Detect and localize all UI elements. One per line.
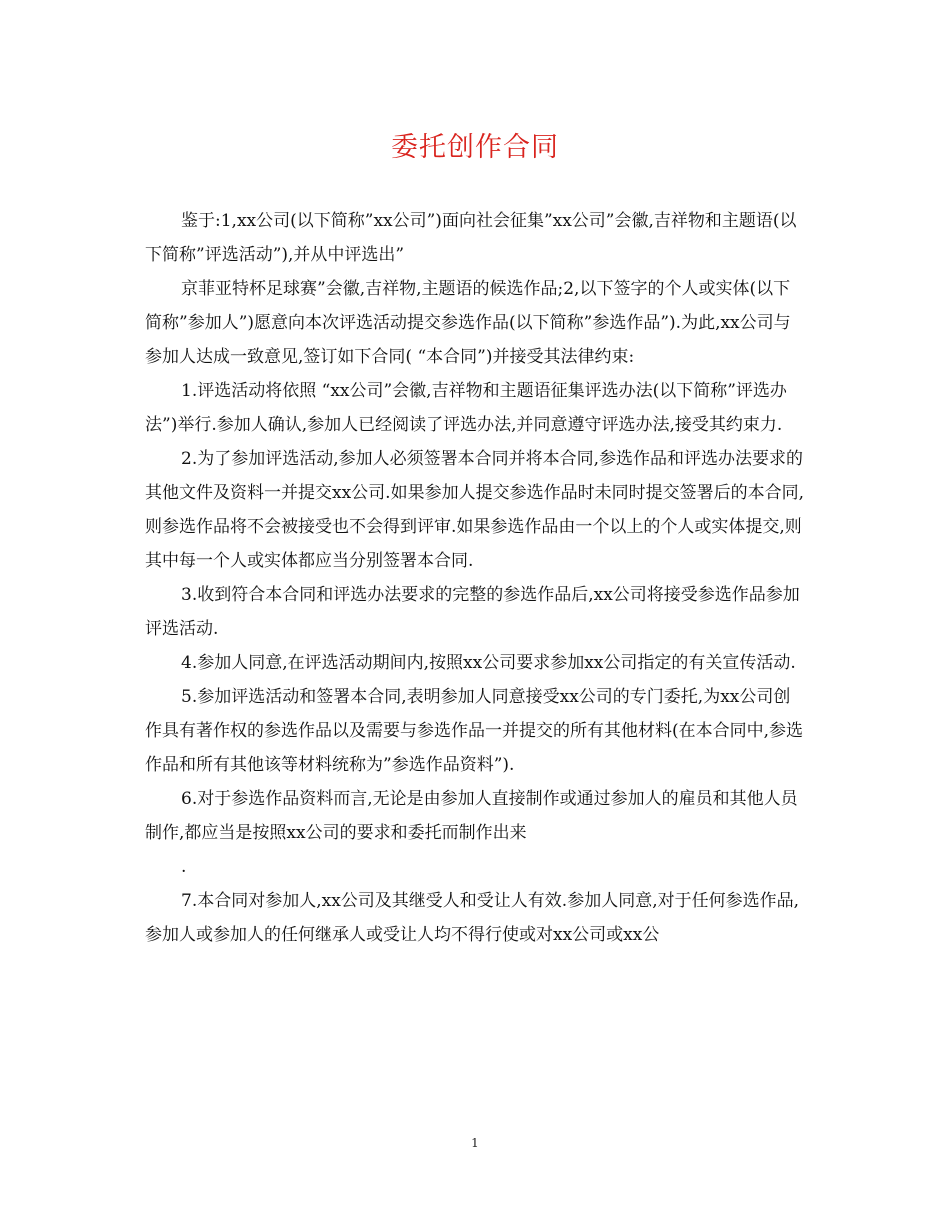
paragraph: 5.参加评选活动和签署本合同,表明参加人同意接受xx公司的专门委托,为xx公司创作具有著作权的参选作品以及需要与参选作品一并提交的所有其他材料(在本合同中,参选作品和所有其他该等材料统称为”参选作品资料”). xyxy=(145,687,804,775)
paragraph: 6.对于参选作品资料而言,无论是由参加人直接制作或通过参加人的雇员和其他人员制作,都应当是按照xx公司的要求和委托而制作出来 xyxy=(145,789,798,843)
paragraph: 1.评选活动将依照 “xx公司”会徽,吉祥物和主题语征集评选办法(以下简称”评选办法”)举行.参加人确认,参加人已经阅读了评选办法,并同意遵守评选办法,接受其约束力. xyxy=(145,381,787,435)
paragraph: 2.为了参加评选活动,参加人必须签署本合同并将本合同,参选作品和评选办法要求的其他文件及资料一并提交xx公司.如果参加人提交参选作品时未同时提交签署后的本合同,则参选作品将不会被接受也不会得到评审.如果参选作品由一个以上的个人或实体提交,则其中每一个人或实体都应当分别签署本合同. xyxy=(145,449,804,571)
document-title: 委托创作合同 xyxy=(391,132,559,163)
paragraph: 7.本合同对参加人,xx公司及其继受人和受让人有效.参加人同意,对于任何参选作品,参加人或参加人的任何继承人或受让人均不得行使或对xx公司或xx公 xyxy=(145,891,800,945)
document-body xyxy=(145,204,807,952)
paragraph: 4.参加人同意,在评选活动期间内,按照xx公司要求参加xx公司指定的有关宣传活动. xyxy=(181,653,796,673)
paragraph: 鉴于:1,xx公司(以下简称”xx公司”)面向社会征集”xx公司”会徽,吉祥物和主题语(以下简称”评选活动”),并从中评选出” xyxy=(145,211,797,265)
paragraph: . xyxy=(181,857,187,877)
paragraph: 3.收到符合本合同和评选办法要求的完整的参选作品后,xx公司将接受参选作品参加评选活动. xyxy=(145,585,800,639)
paragraph: 京菲亚特杯足球赛”会徽,吉祥物,主题语的候选作品;2,以下签字的个人或实体(以下简称”参加人”)愿意向本次评选活动提交参选作品(以下简称”参选作品”).为此,xx公司与参加人达成一致意见,签订如下合同( “本合同”)并接受其法律约束: xyxy=(145,279,791,367)
page-number: 1 xyxy=(471,1136,479,1150)
